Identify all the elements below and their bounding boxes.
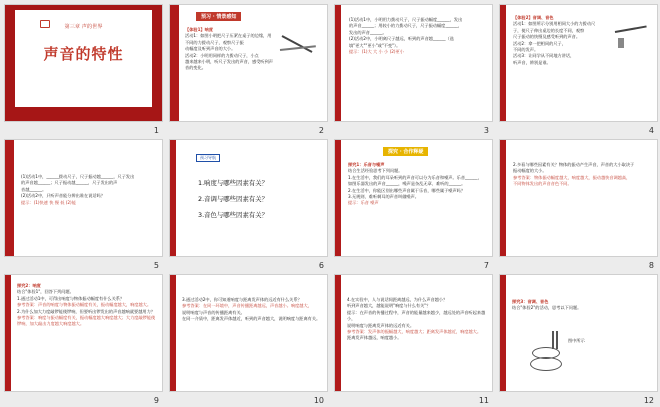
slide-thumbnail[interactable] xyxy=(499,274,658,392)
slide-cell-12[interactable] xyxy=(499,274,658,405)
slide-number: 9 xyxy=(153,396,159,405)
section-tag: 预习导航 xyxy=(196,154,220,162)
slide-number: 7 xyxy=(483,261,489,270)
slide-text: 【体验1】响度 活动1：如图小明把尺子压紧在桌子的边缘，用不同的力拨动尺子，观察尺子振 动幅度及听到声音的大小。 活动2：小明用同样的力拨动尺子，小点 越来越来小明，听尺子发出的声音，感受听到声音的变化。 xyxy=(185,27,273,71)
desk-illustration xyxy=(618,38,624,48)
section-tag: 预习 · 情景感知 xyxy=(196,12,241,21)
side-bar xyxy=(170,5,179,121)
slide-number: 2 xyxy=(318,126,324,135)
figure-caption: 图中所示 xyxy=(568,338,585,343)
slide-thumbnail[interactable] xyxy=(169,139,328,257)
slide-text: 3.通过活动2中，你可知道响度与距离发声体的远近有什么关系？ 参考答案：在同一环境中，声音传播距离越远，声音越小。响度越大， 说明响度与声音的传播距离有关。 在同一介质中，距离发声体越近，听到的声音越大，说明响度与距离有关。 xyxy=(182,297,321,322)
slide-panel xyxy=(15,10,152,107)
tuning-fork-illustration xyxy=(552,331,554,349)
slide-thumbnail-grid xyxy=(4,4,658,405)
slide-cell-6[interactable] xyxy=(169,139,328,270)
slide-cell-9[interactable] xyxy=(4,274,163,405)
slide-text: 探究2：响度 结合"体验1"，回答下列问题。 1.通过活动1中，可得出响度与物体振动幅度有什么关系？ 参考答案：声音的响度与物体振动幅度有关，振动幅度越大，响度越大。 2.为什么加大力度敲锣能使锣响，但要听出锣发出的声音越响就要越用力？ 参考答案：响度与振动幅度有关，振动幅度越大响度越大；大力度敲锣能使锣响，加大敲击力度越大响度越大。 xyxy=(17,283,156,327)
side-bar xyxy=(170,275,176,391)
slide-text: (1)活动1中，小明用力拨动尺子，尺子振动幅度______，发出 的声音______；用较小的力拨动尺子，尺子振动幅度______， 发出的声音______。 (2)活动2中，小明离尺子越远，听到的声音越______（选 填"更大""更小"或"不变"）。 提示：(1)大 大 小 小 (2)更小 xyxy=(349,17,463,55)
slide-number: 10 xyxy=(313,396,324,405)
slide-thumbnail[interactable] xyxy=(169,274,328,392)
slide-cell-7[interactable] xyxy=(334,139,493,270)
slide-cell-5[interactable] xyxy=(4,139,163,270)
slide-number: 5 xyxy=(153,261,159,270)
slide-cell-4[interactable] xyxy=(499,4,658,135)
side-bar xyxy=(335,140,341,256)
ruler-illustration xyxy=(615,25,647,33)
chapter-heading: 第三章 声的世界 xyxy=(64,24,103,30)
question-1: 1.响度与哪些因素有关？ xyxy=(198,179,269,187)
question-2: 2.音调与哪些因素有关？ xyxy=(198,195,269,203)
slide-thumbnail[interactable] xyxy=(169,4,328,122)
side-bar xyxy=(500,5,506,121)
slide-cell-2[interactable] xyxy=(169,4,328,135)
side-bar xyxy=(5,140,14,256)
side-bar xyxy=(170,140,176,256)
slide-cell-8[interactable] xyxy=(499,139,658,270)
slide-thumbnail[interactable] xyxy=(499,4,658,122)
drum-base-illustration xyxy=(530,357,562,371)
side-bar xyxy=(335,5,341,121)
slide-text: (1)活动1中，______拨动尺子，尺子振动越______，尺子发出 的声音越______；尺子振动越______，尺子发出的声 音越______。 (2)活动2中，只听声音能分辨出谁在说话吗？ 提示：(1)快速 快 慢 低 (2)能 xyxy=(21,174,135,205)
slide-text: 4.在实验中，人与说话间距离越远，为什么声音越小？ 听到声音越大，越能说明"响度与什么有关"？ 提示：在声音的传播过程中，声音的能量越来越少，越远处的声音听起来越小， 说明响度与距离发声体的远近有关。 参考答案：发声体的振幅越大，响度越大；距离发声体越近，响度越大。 距离发声体越远，响度越小。 xyxy=(347,297,486,341)
slide-thumbnail[interactable] xyxy=(4,4,163,122)
slide-thumbnail[interactable] xyxy=(4,274,163,392)
slide-number: 6 xyxy=(318,261,324,270)
slide-thumbnail[interactable] xyxy=(334,274,493,392)
slide-number: 3 xyxy=(483,126,489,135)
slide-cell-1[interactable] xyxy=(4,4,163,135)
side-bar xyxy=(500,140,506,256)
question-3: 3.音色与哪些因素有关？ xyxy=(198,211,269,219)
slide-number: 8 xyxy=(648,261,654,270)
side-bar xyxy=(335,275,341,391)
tuning-fork-illustration xyxy=(556,331,558,349)
slide-number: 12 xyxy=(643,396,654,405)
slide-thumbnail[interactable] xyxy=(499,139,658,257)
slide-thumbnail[interactable] xyxy=(334,4,493,122)
slide-number: 4 xyxy=(648,126,654,135)
slide-thumbnail[interactable] xyxy=(334,139,493,257)
slide-thumbnail[interactable] xyxy=(4,139,163,257)
slide-text: 探究3：音调、音色 结合"体验2"的活动，思考以下问题。 xyxy=(512,299,582,311)
slide-cell-3[interactable] xyxy=(334,4,493,135)
section-tag: 探究 · 合作释疑 xyxy=(383,147,428,156)
slide-text: 2.多看与哪些因素有关？物体的振动产生声音，声音的大小取决于 振动幅度的大小。 参考答案：物体振动幅度越大，响度越大，振动越快音调越高， 不同物体发出的声音音色不同。 xyxy=(513,162,635,187)
side-bar xyxy=(500,275,506,391)
lesson-title: 声音的特性 xyxy=(43,45,124,63)
slide-cell-11[interactable] xyxy=(334,274,493,405)
slide-number: 1 xyxy=(153,126,159,135)
slide-number: 11 xyxy=(478,396,489,405)
slide-cell-10[interactable] xyxy=(169,274,328,405)
site-watermark: 第一PPT模板网-WWW.1PPT.COM xyxy=(41,97,126,103)
slide-text: 【体验2】音调、音色 活动1：如图所示分别用相同大小的力拨动尺 子，使尺子伸出桌边的长度不同，观察 尺子振动的快慢及感受听到的声音。 活动2：拿一把相同的尺子， 不同的发声。 活动3：让同学从不同地方讲话， 听声音，辨别是谁。 xyxy=(513,15,596,65)
slide-text: 探究1：乐音与噪声 结合生活经验思考下列问题。 1.在生活中，我们的耳朵听到的声音可以分为乐音和噪声。乐音______， 如图乐器发出的声音______，噪声是杂乱无章、难听的______。 2.在生活中，你能区别出哪些声音属于乐音，哪些属于噪声吗？ 3.无规则、难听刺耳的声音叫做噪声。 提示：乐音 噪声 xyxy=(348,162,482,206)
side-bar xyxy=(5,275,11,391)
